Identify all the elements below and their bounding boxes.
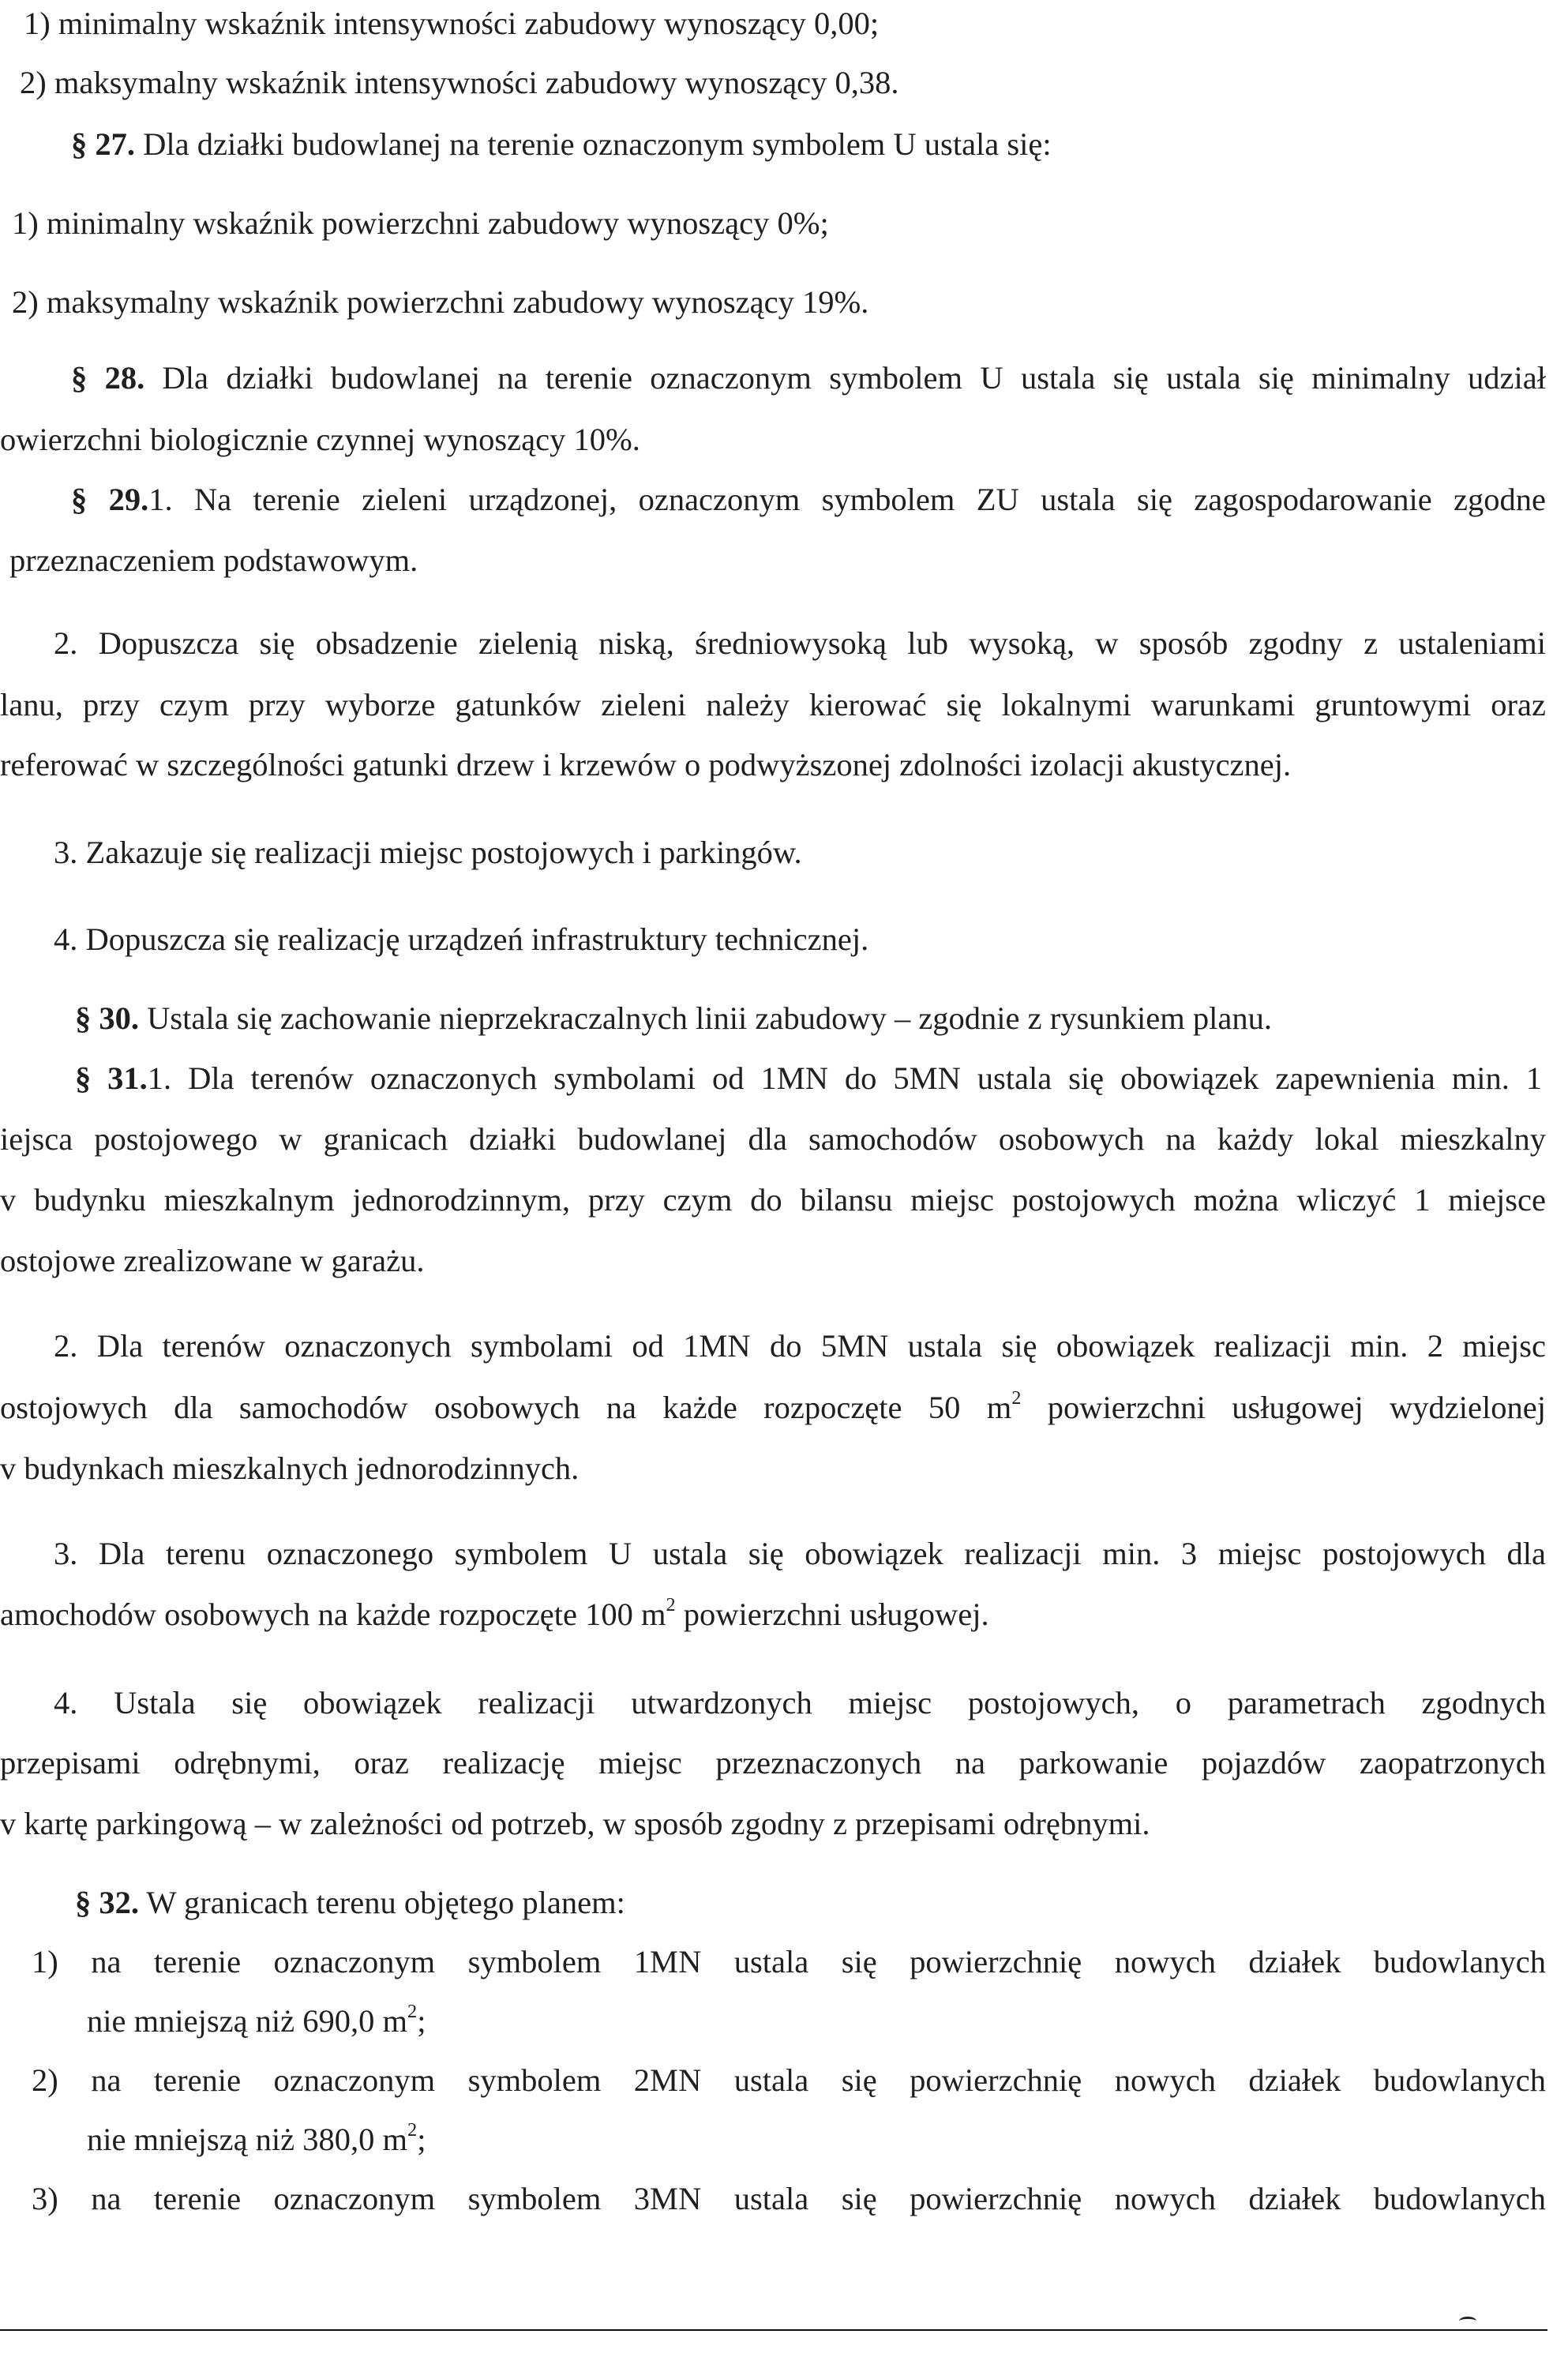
text-segment: powierzchni usługowej wydzielonej — [1021, 1390, 1546, 1425]
text-line: 2) maksymalny wskaźnik powierzchni zabudowy wynoszący 19%. — [12, 284, 869, 320]
text-line: v budynku mieszkalnym jednorodzinnym, przy czym do bilansu miejsc postojowych można wliczyć 1 miejsce — [0, 1182, 1546, 1218]
text-line: 3. Dla terenu oznaczonego symbolem U ustala się obowiązek realizacji min. 3 miejsc postojowych dla — [54, 1536, 1546, 1571]
text-line: Ustala się zachowanie nieprzekraczalnych linii zabudowy – zgodnie z rysunkiem planu. — [139, 1000, 1272, 1036]
text-line: iejsca postojowego w granicach działki budowlanej dla samochodów osobowych na każdy lokal mieszkalny — [0, 1121, 1546, 1157]
text-line: ostojowe zrealizowane w garażu. — [0, 1243, 425, 1278]
footer-rule — [0, 2329, 1547, 2331]
section-number: § 32. — [75, 1885, 139, 1920]
section-31 — [75, 1059, 1542, 1098]
text-segment: nie mniejszą niż 380,0 m — [87, 2122, 408, 2157]
text-line: 2. Dopuszcza się obsadzenie zielenią niską, średniowysoką lub wysoką, w sposób zgodny z ustaleniami — [54, 625, 1546, 661]
text-line: 1) minimalny wskaźnik intensywności zabudowy wynoszący 0,00; — [24, 6, 880, 41]
list-item-continuation — [87, 2120, 426, 2159]
text-line: 2. Dla terenów oznaczonych symbolami od 1MN do 5MN ustala się obowiązek realizacji min. 2 miejsc — [54, 1328, 1546, 1364]
text-line: Dla działki budowlanej na terenie oznaczonym symbolem U ustala się: — [135, 126, 1052, 162]
superscript: 2 — [407, 2118, 418, 2141]
text-line: przeznaczeniem podstawowym. — [9, 542, 418, 578]
text-line: 2) maksymalny wskaźnik intensywności zabudowy wynoszący 0,38. — [20, 65, 899, 100]
text-segment: ; — [417, 2122, 426, 2157]
section-number: § 30. — [75, 1000, 139, 1036]
section-number: § 27. — [71, 126, 135, 162]
superscript: 2 — [407, 2000, 418, 2022]
list-item: 2) na terenie oznaczonym symbolem 2MN ustala się powierzchnię nowych działek budowlanych — [32, 2062, 1546, 2098]
page-number-mark — [1459, 2317, 1476, 2325]
text-line: 1. Na terenie zieleni urządzonej, oznaczonym symbolem ZU ustala się zagospodarowanie zgodne — [148, 482, 1546, 517]
section-30 — [75, 999, 1272, 1038]
text-segment: powierzchni usługowej. — [675, 1597, 989, 1632]
text-line: referować w szczególności gatunki drzew i krzewów o podwyższonej zdolności izolacji akustycznej. — [0, 747, 1292, 782]
section-32 — [75, 1883, 625, 1923]
text-line: lanu, przy czym przy wyborze gatunków zieleni należy kierować się lokalnymi warunkami gruntowymi oraz — [0, 687, 1546, 722]
text-segment: ; — [417, 2003, 426, 2039]
text-line — [0, 1595, 989, 1634]
superscript: 2 — [1011, 1387, 1022, 1409]
text-segment: ostojowych dla samochodów osobowych na każde rozpoczęte 50 m — [0, 1390, 1012, 1425]
text-line: 1) minimalny wskaźnik powierzchni zabudowy wynoszący 0%; — [12, 205, 829, 241]
text-line: przepisami odrębnymi, oraz realizację miejsc przeznaczonych na parkowanie pojazdów zaopatrzonych — [0, 1745, 1546, 1781]
text-line: owierzchni biologicznie czynnej wynoszący 10%. — [0, 422, 640, 457]
list-item-continuation — [87, 2002, 426, 2041]
text-line: 4. Ustala się obowiązek realizacji utwardzonych miejsc postojowych, o parametrach zgodnych — [54, 1685, 1546, 1720]
text-line: 1. Dla terenów oznaczonych symbolami od 1MN do 5MN ustala się obowiązek zapewnienia min. 1 — [147, 1060, 1542, 1096]
superscript: 2 — [666, 1593, 676, 1615]
text-line: 4. Dopuszcza się realizację urządzeń infrastruktury technicznej. — [54, 921, 869, 957]
section-number: § 29. — [71, 482, 149, 517]
text-line — [0, 1388, 1546, 1428]
list-item: 3) na terenie oznaczonym symbolem 3MN ustala się powierzchnię nowych działek budowlanych — [32, 2181, 1546, 2216]
section-28 — [71, 358, 1546, 398]
text-segment: nie mniejszą niż 690,0 m — [87, 2003, 408, 2039]
section-number: § 28. — [71, 360, 145, 396]
text-line: Dla działki budowlanej na terenie oznaczonym symbolem U ustala się ustala się minimalny udział — [144, 360, 1546, 396]
text-line: v budynkach mieszkalnych jednorodzinnych. — [0, 1450, 580, 1486]
section-number: § 31. — [75, 1060, 148, 1096]
section-27 — [71, 125, 1052, 164]
text-line: v kartę parkingową – w zależności od potrzeb, w sposób zgodny z przepisami odrębnymi. — [0, 1806, 1150, 1841]
text-line: W granicach terenu objętego planem: — [139, 1885, 625, 1920]
text-segment: amochodów osobowych na każde rozpoczęte 100 m — [0, 1597, 666, 1632]
section-29 — [71, 480, 1546, 520]
text-line: 3. Zakazuje się realizacji miejsc postojowych i parkingów. — [54, 835, 802, 870]
list-item: 1) na terenie oznaczonym symbolem 1MN ustala się powierzchnię nowych działek budowlanych — [32, 1944, 1546, 1979]
